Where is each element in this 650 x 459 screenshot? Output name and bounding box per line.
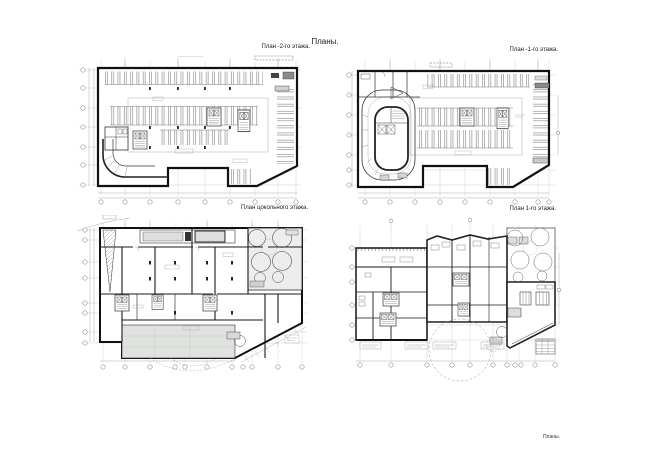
plan-basement-title: План цокольного этажа. [240,205,308,211]
service-block [490,337,502,344]
tree-crown-dashed [429,319,491,381]
grid-bubble-top [468,218,472,222]
middle-block [427,235,507,322]
tanks-room [248,228,302,290]
plan-basement-drawing [75,215,320,387]
plan-first-floor-title: План 1-го этажа. [509,206,556,212]
entry-strip [140,230,235,243]
service-block [227,332,240,339]
plan-minus-1-drawing [345,55,570,207]
plan-minus-1-title: План -1-го этажа. [509,47,558,53]
dashed-annotation [255,56,293,60]
plan-minus-2-drawing [75,55,310,207]
turning-arcs [150,358,235,371]
dashed-annotation [430,63,452,67]
entrance-labels [360,342,504,349]
tree-circle [497,327,508,338]
plan-first-floor-drawing [345,215,625,390]
terrace [122,325,235,358]
left-block [356,248,427,340]
bottom-right-block [507,282,555,348]
sheet-title: Планы. [311,37,339,46]
schedule-table [536,339,555,354]
garden [507,228,555,282]
plan-minus-2-title: План -2-го этажа. [261,44,310,50]
small-label [103,215,116,219]
grid-bubble-top [389,219,393,223]
sheet-footer-label: Планы. [542,434,560,440]
